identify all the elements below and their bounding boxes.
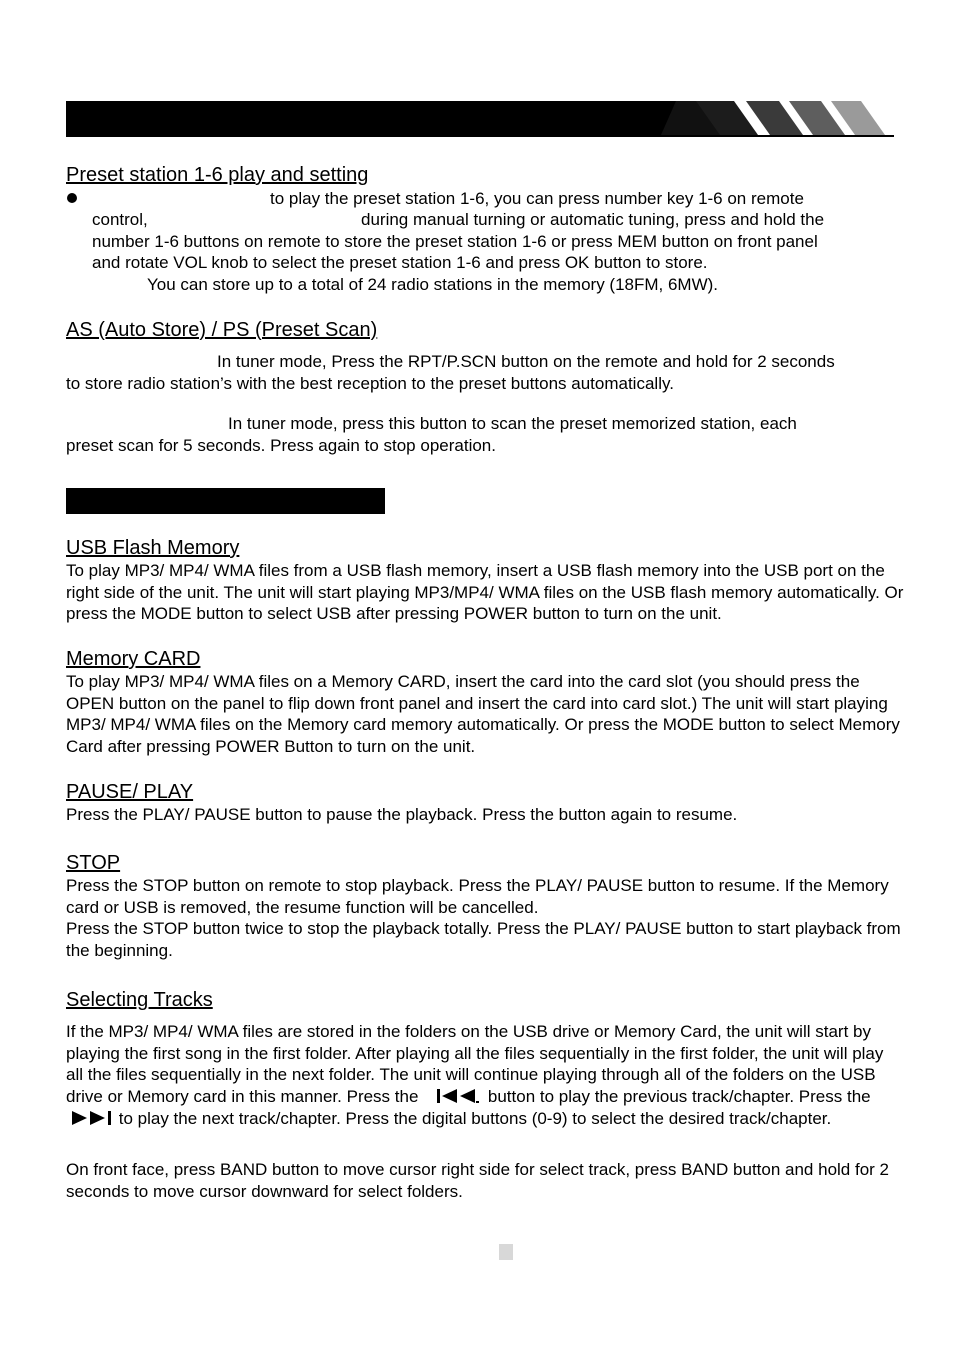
ps-text-b: preset scan for 5 seconds. Press again to stop operation.: [66, 436, 496, 455]
usb-text: To play MP3/ MP4/ WMA files from a USB flash memory, insert a USB flash memory into the USB port on the right side of the unit. The unit will start playing MP3/MP4/ WMA files on the USB flash memory automatically. Or press the MODE button to select USB after pressing POWER button to turn on the unit.: [66, 561, 904, 623]
preset-heading: Preset station 1-6 play and setting: [66, 164, 369, 186]
skip-previous-icon: [437, 1087, 481, 1109]
skip-next-icon: [72, 1109, 114, 1131]
tracks-text-a1: If the MP3/ MP4/ WMA files are stored in the folders on the USB drive or Memory Card, the unit will start by playing the first song in the first folder. After playing all the files sequentially in the first folder, the unit will play all the files sequentially in the next folder. The unit will continue playing through all of the folders on the USB drive or Memory card in this manner. Press the: [66, 1022, 884, 1106]
tracks-heading: Selecting Tracks: [66, 989, 213, 1011]
header-bar: [66, 101, 894, 137]
card-heading: Memory CARD: [66, 648, 201, 670]
bullet-icon: [67, 193, 77, 203]
page-marker: [499, 1244, 513, 1260]
tracks-text-a3: to play the next track/chapter. Press the digital buttons (0-9) to select the desired track/chapter.: [118, 1109, 832, 1128]
pause-heading: PAUSE/ PLAY: [66, 781, 194, 803]
tracks-text-a: [66, 1021, 904, 1131]
tracks-text-b: On front face, press BAND button to move cursor right side for select track, press BAND button and hold for 2 seconds to move cursor downward for select folders.: [66, 1160, 889, 1201]
section-bar: [66, 488, 385, 514]
tracks-text-a2: button to play the previous track/chapter. Press the: [487, 1086, 871, 1106]
preset-text-b-lead: control,: [92, 210, 148, 229]
card-text: To play MP3/ MP4/ WMA files on a Memory CARD, insert the card into the card slot (you should press the OPEN button on the panel to flip down front panel and insert the card into card slot.) The unit will start playing MP3/ MP4/ WMA files on the Memory card memory automatically. Or press the MODE button to select Memory Card after pressing POWER Button to turn on the unit.: [66, 672, 900, 756]
preset-text-b-rest: during manual turning or automatic tuning, press and hold the: [361, 210, 825, 229]
stop-text-b: Press the STOP button twice to stop the playback totally. Press the PLAY/ PAUSE button to start playback from the beginning.: [66, 919, 901, 960]
pause-text: Press the PLAY/ PAUSE button to pause the playback. Press the button again to resume.: [66, 805, 738, 824]
preset-note: You can store up to a total of 24 radio stations in the memory (18FM, 6MW).: [147, 275, 719, 294]
preset-text-c: number 1-6 buttons on remote to store the preset station 1-6 or press MEM button on front panel: [92, 232, 818, 251]
ps-text-a: In tuner mode, press this button to scan the preset memorized station, each: [228, 414, 797, 433]
preset-text-d: and rotate VOL knob to select the preset station 1-6 and press OK button to store.: [92, 253, 708, 272]
stop-heading: STOP: [66, 852, 121, 874]
as-text-a: In tuner mode, Press the RPT/P.SCN button on the remote and hold for 2 seconds: [217, 352, 835, 371]
stop-text-a: Press the STOP button on remote to stop playback. Press the PLAY/ PAUSE button to resume. If the Memory card or USB is removed, the resume function will be cancelled.: [66, 876, 889, 917]
as-ps-heading: AS (Auto Store) / PS (Preset Scan): [66, 319, 378, 341]
preset-text-a: to play the preset station 1-6, you can press number key 1-6 on remote: [270, 189, 804, 208]
usb-heading: USB Flash Memory: [66, 537, 240, 559]
as-text-b: to store radio station’s with the best reception to the preset buttons automatically.: [66, 374, 674, 393]
